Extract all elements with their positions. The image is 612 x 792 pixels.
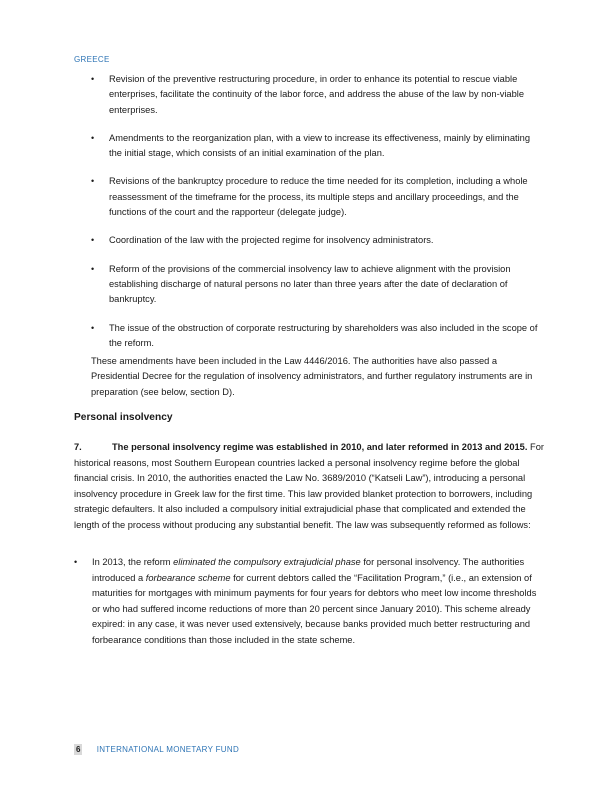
list-item-text: Revision of the preventive restructuring procedure, in order to enhance its potential to rescue viable enterprises, facilitate the continuity of the labor force, and address the abuse of the law by non-viable enterprises. bbox=[109, 74, 524, 115]
bullet-icon: • bbox=[91, 322, 95, 333]
footer-label: INTERNATIONAL MONETARY FUND bbox=[96, 745, 240, 754]
list-item-text: The issue of the obstruction of corporate restructuring by shareholders was also included in the scope of the reform. bbox=[109, 322, 538, 348]
page-number: 6 bbox=[76, 745, 81, 754]
reform-2013-bullet-list bbox=[74, 555, 544, 662]
paragraph-body: For historical reasons, most Southern European countries lacked a personal insolvency regime before the global financial crisis. In 2010, the authorities enacted the Law No. 3689/2010 (“Katseli Law”), introducing a personal insolvency procedure in Greek law for the first time. This law provided blanket protection to borrowers, including strategic defaulters. It also included a compulsory initial extrajudicial phase that complicated and extended the length of the process without producing any substantial benefit. The law was subsequently reformed as follows: bbox=[74, 442, 544, 530]
list-item bbox=[91, 131, 543, 162]
emphasis-text: eliminated the compulsory extrajudicial phase bbox=[173, 557, 361, 567]
bullet-icon: • bbox=[91, 235, 95, 246]
bullet-icon: • bbox=[91, 263, 95, 274]
list-item-text: Reform of the provisions of the commercial insolvency law to achieve alignment with the provision establishing discharge of natural persons no later than three years after the date of declaration of bankruptcy. bbox=[109, 263, 511, 305]
bullet-icon: • bbox=[91, 176, 95, 187]
text-run: for current debtors called the “Facilitation Program,” (i.e., an extension of maturities for mortgages with minimum payments for four years for debtors who meet low income thresholds or who had suffered income reductions of more than 20 percent since January 2010). This scheme already expired: in any case, it was never used extensively, because banks provided much better restructuring and forbearance conditions than those included in the state scheme. bbox=[92, 572, 537, 645]
paragraph-number: 7. bbox=[74, 442, 82, 452]
text-run: for personal insolvency. The authorities introduced a bbox=[92, 557, 525, 583]
list-item-text: Revisions of the bankruptcy procedure to reduce the time needed for its completion, including a whole reassessment of the timeframe for the process, its multiple steps and ancillary proceedings, and the functions of the court and the rapporteur (delegate judge). bbox=[109, 176, 528, 218]
emphasis-text: forbearance scheme bbox=[145, 572, 231, 583]
page-footer bbox=[74, 745, 239, 754]
bullet-icon: • bbox=[74, 557, 78, 567]
list-item bbox=[91, 233, 543, 248]
list-item bbox=[91, 174, 543, 220]
list-item bbox=[91, 262, 543, 308]
list-item-text bbox=[92, 557, 536, 645]
list-item bbox=[74, 555, 544, 649]
bullet-icon: • bbox=[91, 132, 95, 143]
paragraph-7 bbox=[74, 440, 544, 534]
paragraph-lead: The personal insolvency regime was established in 2010, and later reformed in 2013 and 2015. bbox=[112, 442, 528, 452]
reform-bullet-list bbox=[91, 72, 543, 364]
running-head: GREECE bbox=[74, 55, 110, 64]
text-run: In 2013, the reform bbox=[92, 557, 174, 567]
section-heading: Personal insolvency bbox=[74, 412, 173, 423]
amendments-paragraph: These amendments have been included in the Law 4446/2016. The authorities have also passed a Presidential Decree for the regulation of insolvency administrators, and further regulatory instruments are in preparation (see below, section D). bbox=[91, 356, 533, 397]
bullet-icon: • bbox=[91, 74, 95, 84]
list-item-text: Coordination of the law with the projected regime for insolvency administrators. bbox=[109, 235, 434, 246]
list-item bbox=[91, 321, 543, 352]
list-item bbox=[91, 72, 543, 118]
list-item-text: Amendments to the reorganization plan, with a view to increase its effectiveness, mainly by eliminating the initial stage, which consists of an initial examination of the plan. bbox=[109, 132, 530, 159]
